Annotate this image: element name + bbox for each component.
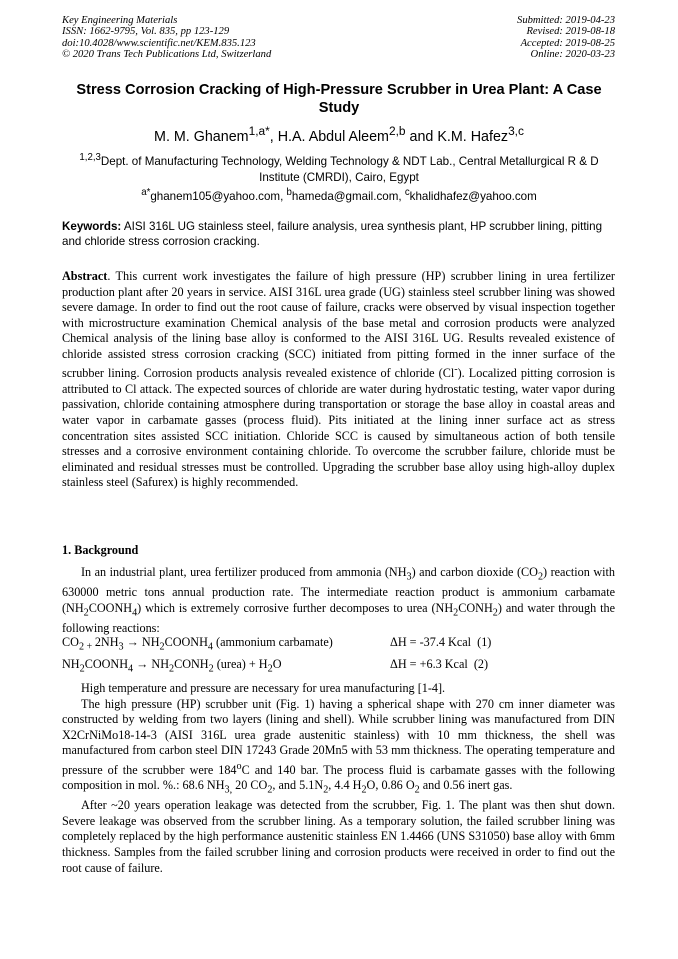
affiliation-sup: 1,2,3 bbox=[79, 152, 101, 163]
paragraph: High temperature and pressure are necessary for urea manufacturing [1-4]. bbox=[81, 681, 446, 695]
eq-term: NH bbox=[141, 635, 160, 649]
body-text: ) reaction with 630000 metric tons annual production rate. The intermediate reaction product is ammonium carbamate (NH bbox=[62, 565, 615, 615]
equation-number: (1) bbox=[477, 635, 492, 649]
email-sup: b bbox=[286, 187, 292, 198]
eq-term: 2NH bbox=[94, 635, 119, 649]
abstract-label: Abstract bbox=[62, 269, 108, 283]
email-sup: a* bbox=[141, 187, 151, 198]
eq-term: COONH bbox=[84, 657, 129, 671]
eq-term: COONH bbox=[164, 635, 208, 649]
keywords bbox=[62, 219, 615, 249]
subscript: 2 bbox=[414, 784, 420, 796]
subscript: 4 bbox=[132, 606, 138, 618]
author-line bbox=[62, 122, 616, 146]
background-continued bbox=[62, 681, 615, 876]
body-text: 20 CO bbox=[232, 778, 268, 793]
body-text: , 4.4 H bbox=[328, 778, 362, 793]
eq-term: O bbox=[272, 657, 282, 671]
journal-issn: ISSN: 1662-9795, Vol. 835, pp 123-129 bbox=[62, 26, 230, 38]
subscript: 2 bbox=[267, 663, 273, 675]
body-text: , and 5.1N bbox=[272, 778, 324, 793]
body-text: O, 0.86 O bbox=[366, 778, 415, 793]
abstract-text: . This current work investigates the failure of high pressure (HP) scrubber lining in urea fertilizer production plant after 20 years in service. AISI 316L urea grade (UG) stainless steel scrubber lining was showed severe damage. In order to find out the root cause of failure, cracks were observed by visual inspection together with microstructure examination Chemical analysis of the base metal and corrosion products were analyzed Chemical analysis of the lining base alloy is conformed to the AISI 316L UG. Results revealed existence of chloride assisted stress corrosion cracking (SCC) initiated from pitting formed in the inner surface of the scrubber lining. Corrosion products analysis revealed existence of chloride (Cl bbox=[62, 269, 615, 381]
keywords-label: Keywords: bbox=[62, 220, 122, 233]
email-sup: c bbox=[404, 187, 410, 198]
journal-copyright: © 2020 Trans Tech Publications Ltd, Switzerland bbox=[62, 49, 272, 61]
arrow-icon: → bbox=[133, 657, 152, 671]
enthalpy: ΔH = -37.4 Kcal bbox=[390, 635, 472, 649]
subscript: 4 bbox=[207, 641, 213, 653]
email-address: hameda@gmail.com, bbox=[291, 189, 405, 203]
eq-term: NH bbox=[151, 657, 169, 671]
subscript: 2 bbox=[83, 606, 89, 618]
author-name: and K.M. Hafez bbox=[405, 128, 509, 145]
subscript: 2 bbox=[492, 606, 498, 618]
equation-2 bbox=[62, 657, 615, 675]
online-date: Online: 2020-03-23 bbox=[530, 49, 615, 61]
body-text: ) which is extremely corrosive further decomposes to urea (NH bbox=[137, 600, 454, 615]
subscript: 3 bbox=[118, 641, 124, 653]
enthalpy: ΔH = +6.3 Kcal bbox=[390, 657, 468, 671]
abstract-text: ). Localized pitting corrosion is attributed to Cl attack. The expected sources of chloride are water during hydrostatic testing, water vapor during passivation, chloride containing atmosphere during transportation or storage the base alloy in coastal areas and water vapor in carbamate gasses (process fluid). Pits initiated at the lining inner surface act as stress concentration sites assisted SCC initiation. Chloride SCC is caused by simultaneous action of both tensile stresses and a corrosive environment containing chloride. To overcome the scrubber failure, chloride must be eliminated and residual stresses must be controlled. Upgrading the scrubber base alloy using high-alloy duplex stainless steel (Safurex) is highly recommended. bbox=[62, 366, 615, 490]
eq-term: CO bbox=[62, 635, 79, 649]
journal-doi: doi:10.4028/www.scientific.net/KEM.835.123 bbox=[62, 37, 256, 49]
email-address: khalidhafez@yahoo.com bbox=[409, 189, 537, 203]
submitted-date: Submitted: 2019-04-23 bbox=[517, 15, 615, 26]
author-affil-sup: 2,b bbox=[388, 124, 406, 138]
accepted-date: Accepted: 2019-08-25 bbox=[520, 37, 615, 49]
subscript: 2 bbox=[361, 784, 367, 796]
paper-title: Stress Corrosion Cracking of High-Pressure Scrubber in Urea Plant: A Case Study bbox=[76, 82, 602, 116]
eq-term: (urea) + H bbox=[213, 657, 268, 671]
author-name: M. M. Ghanem bbox=[154, 128, 249, 145]
author-affil-sup: 3,c bbox=[508, 124, 524, 138]
eq-term: NH bbox=[62, 657, 80, 671]
abstract bbox=[62, 269, 615, 491]
subscript: 2 bbox=[159, 641, 165, 653]
affiliation bbox=[62, 150, 616, 186]
equation-number: (2) bbox=[473, 657, 489, 671]
email-line bbox=[62, 186, 616, 204]
subscript: 4 bbox=[128, 663, 134, 675]
subscript: 3, bbox=[224, 784, 233, 796]
equation-1 bbox=[62, 635, 615, 653]
eq-term: (ammonium carbamate) bbox=[213, 635, 333, 649]
author-name: , H.A. Abdul Aleem bbox=[269, 128, 389, 145]
body-text: ) and water through the following reactions: bbox=[62, 600, 615, 635]
background-paragraph bbox=[62, 565, 615, 636]
subscript: 2 bbox=[267, 784, 273, 796]
subscript: 2 bbox=[208, 663, 214, 675]
subscript: 2 bbox=[537, 571, 544, 583]
body-text: In an industrial plant, urea fertilizer produced from ammonia (NH bbox=[81, 565, 407, 579]
body-text: and 0.56 inert gas. bbox=[419, 778, 513, 793]
eq-term: CONH bbox=[174, 657, 209, 671]
paragraph bbox=[62, 697, 615, 799]
revised-date: Revised: 2019-08-18 bbox=[526, 26, 615, 38]
body-text: The high pressure (HP) scrubber unit (Fig. 1) having a spherical shape with 270 cm inner diameter was constructed by welding from two layers (lining and shell). While scrubber lining was manufactured from DIN X2CrNiMo18-14-3 (AISI 316L urea grade austenitic stainless) with 10 mm thickness, the shell was manufactured from carbon steel DIN 17243 Grade 20Mn5 with 53 mm thickness. The operating temperature and pressure of the scrubber were 184 bbox=[62, 696, 615, 777]
superscript: o bbox=[236, 760, 242, 772]
section-heading: 1. Background bbox=[62, 543, 139, 557]
author-affil-sup: 1,a* bbox=[248, 124, 270, 138]
subscript: 2 bbox=[453, 606, 459, 618]
dates-header bbox=[517, 15, 615, 61]
email-address: ghanem105@yahoo.com, bbox=[150, 189, 287, 203]
affiliation-text: Dept. of Manufacturing Technology, Welding Technology & NDT Lab., Central Metallurgical R & D Institute (CMRDI), Cairo, Egypt bbox=[100, 154, 599, 184]
arrow-icon: → bbox=[123, 635, 142, 649]
subscript: 2 bbox=[79, 663, 85, 675]
subscript: 2 bbox=[323, 784, 329, 796]
journal-name: Key Engineering Materials bbox=[62, 15, 178, 26]
subscript: 2 + bbox=[78, 641, 95, 653]
journal-header bbox=[62, 15, 271, 61]
keywords-text: AISI 316L UG stainless steel, failure analysis, urea synthesis plant, HP scrubber lining, pitting and chloride stress corrosion cracking. bbox=[62, 220, 603, 248]
paragraph: After ~20 years operation leakage was detected from the scrubber, Fig. 1. The plant was then shut down. Severe leakage was observed from the scrubber lining. As a temporary solution, the failed scrubber lining was completely replaced by the high performance austenitic stainless EN 1.4466 (UNS S31050) base alloy with 6mm thickness. Samples from the failed scrubber lining and corrosion products were received in order to find out the root cause of failure. bbox=[62, 798, 615, 875]
body-text: ) and carbon dioxide (CO bbox=[411, 565, 538, 579]
body-text: COONH bbox=[88, 600, 133, 615]
subscript: 2 bbox=[169, 663, 175, 675]
body-text: C and 140 bar. The process fluid is carbamate gasses with the following composition in mol. %.: 68.6 NH bbox=[62, 762, 615, 793]
abstract-sup: - bbox=[454, 364, 458, 376]
subscript: 3 bbox=[406, 571, 412, 583]
body-text: CONH bbox=[458, 600, 493, 615]
